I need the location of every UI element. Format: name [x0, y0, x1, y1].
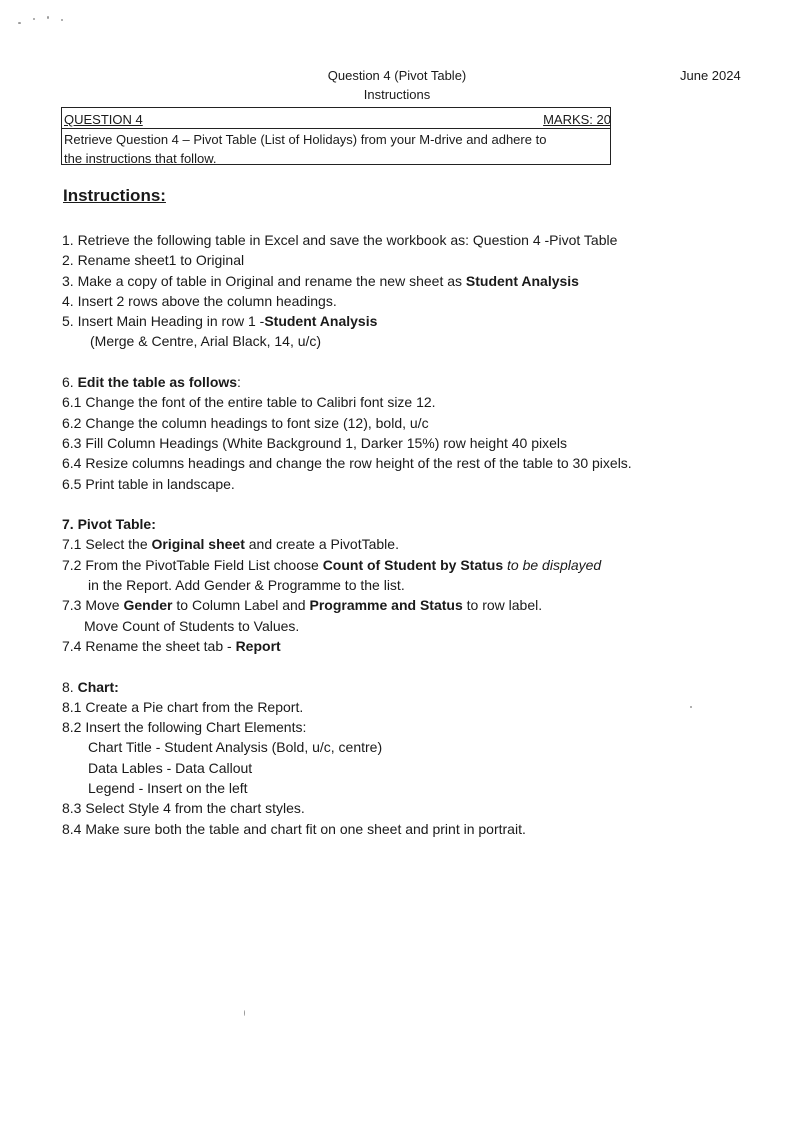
question-box-header: [62, 108, 610, 129]
step-5-sub: (Merge & Centre, Arial Black, 14, u/c): [90, 333, 322, 350]
document-date: June 2024: [680, 68, 741, 83]
step-7-1-bold: Original sheet: [151, 536, 245, 553]
step-7-4: [62, 636, 762, 656]
step-7-2-cont: in the Report. Add Gender & Programme to the list.: [88, 577, 405, 594]
scan-speck: [47, 16, 49, 19]
step-6-5: 6.5 Print table in landscape.: [62, 475, 235, 492]
step-4: 4. Insert 2 rows above the column headings.: [62, 292, 337, 309]
question-label: QUESTION 4: [64, 112, 143, 127]
step-8: [62, 677, 762, 697]
step-8-num: 8.: [62, 678, 78, 695]
step-6-3: 6.3 Fill Column Headings (White Background 1, Darker 15%) row height 40 pixels: [62, 434, 568, 451]
instructions-list: [62, 230, 762, 839]
step-7-3: [62, 595, 762, 615]
question-box-body: [62, 129, 610, 168]
step-7-2-text: 7.2 From the PivotTable Field List choose: [62, 556, 323, 573]
step-6-1: 6.1 Change the font of the entire table to Calibri font size 12.: [62, 394, 436, 411]
step-7-1: [62, 534, 762, 554]
step-6-4: 6.4 Resize columns headings and change the row height of the rest of the table to 30 pixels.: [62, 455, 632, 472]
step-7-2: [62, 555, 762, 575]
step-8-bold: Chart:: [77, 678, 119, 695]
step-5: [62, 311, 762, 331]
step-7-3-bold-2: Programme and Status: [309, 597, 463, 614]
step-5-text: 5. Insert Main Heading in row 1 -: [62, 313, 265, 330]
step-7-3-bold-1: Gender: [123, 597, 173, 614]
step-8-2-b: Data Lables - Data Callout: [88, 759, 253, 776]
step-2: 2. Rename sheet1 to Original: [62, 252, 245, 269]
scan-speck: [244, 1010, 245, 1016]
header-title-line2: Instructions: [363, 87, 431, 102]
header-title-line1: Question 4 (Pivot Table): [327, 68, 467, 83]
instructions-heading: Instructions:: [63, 186, 166, 205]
step-3-bold: Student Analysis: [465, 272, 579, 289]
scan-speck: [18, 22, 21, 24]
step-7-4-text: 7.4 Rename the sheet tab -: [62, 637, 236, 654]
step-7-2-italic: to be displayed: [503, 556, 602, 573]
step-8-2: 8.2 Insert the following Chart Elements:: [62, 719, 307, 736]
step-6-2: 6.2 Change the column headings to font size (12), bold, u/c: [62, 414, 429, 431]
step-8-3: 8.3 Select Style 4 from the chart styles.: [62, 800, 305, 817]
step-7-3-mid: to Column Label and: [172, 597, 310, 614]
step-5-bold: Student Analysis: [264, 313, 378, 330]
step-7: 7. Pivot Table:: [62, 516, 156, 533]
step-3: [62, 271, 762, 291]
question-text-line1: Retrieve Question 4 – Pivot Table (List of Holidays) from your M-drive and adhere to: [64, 132, 547, 147]
step-7-4-bold: Report: [235, 637, 281, 654]
scan-speck: [61, 19, 63, 21]
document-header: [0, 66, 794, 104]
step-6-bold: Edit the table as follows: [77, 374, 238, 391]
step-7-3-text: 7.3 Move: [62, 597, 124, 614]
step-6-colon: :: [237, 374, 241, 391]
step-8-2-c: Legend - Insert on the left: [88, 780, 248, 797]
scan-speck: [33, 18, 35, 20]
step-8-1: 8.1 Create a Pie chart from the Report.: [62, 698, 304, 715]
marks-label: MARKS: 20: [543, 112, 611, 127]
step-6-num: 6.: [62, 374, 78, 391]
step-7-1-text: 7.1 Select the: [62, 536, 152, 553]
step-7-3-cont: Move Count of Students to Values.: [84, 617, 300, 634]
scan-speck: [690, 706, 692, 708]
step-3-text: 3. Make a copy of table in Original and rename the new sheet as: [62, 272, 466, 289]
step-7-1-post: and create a PivotTable.: [244, 536, 399, 553]
step-8-4: 8.4 Make sure both the table and chart fit on one sheet and print in portrait.: [62, 820, 526, 837]
step-6: [62, 372, 762, 392]
step-8-2-a: Chart Title - Student Analysis (Bold, u/c, centre): [88, 739, 383, 756]
step-7-3-post: to row label.: [462, 597, 543, 614]
step-1: 1. Retrieve the following table in Excel and save the workbook as: Question 4 -Pivot Table: [62, 232, 618, 248]
question-text-line2: the instructions that follow.: [64, 151, 217, 166]
question-box: [61, 107, 611, 165]
step-7-2-bold: Count of Student by Status: [322, 556, 504, 573]
